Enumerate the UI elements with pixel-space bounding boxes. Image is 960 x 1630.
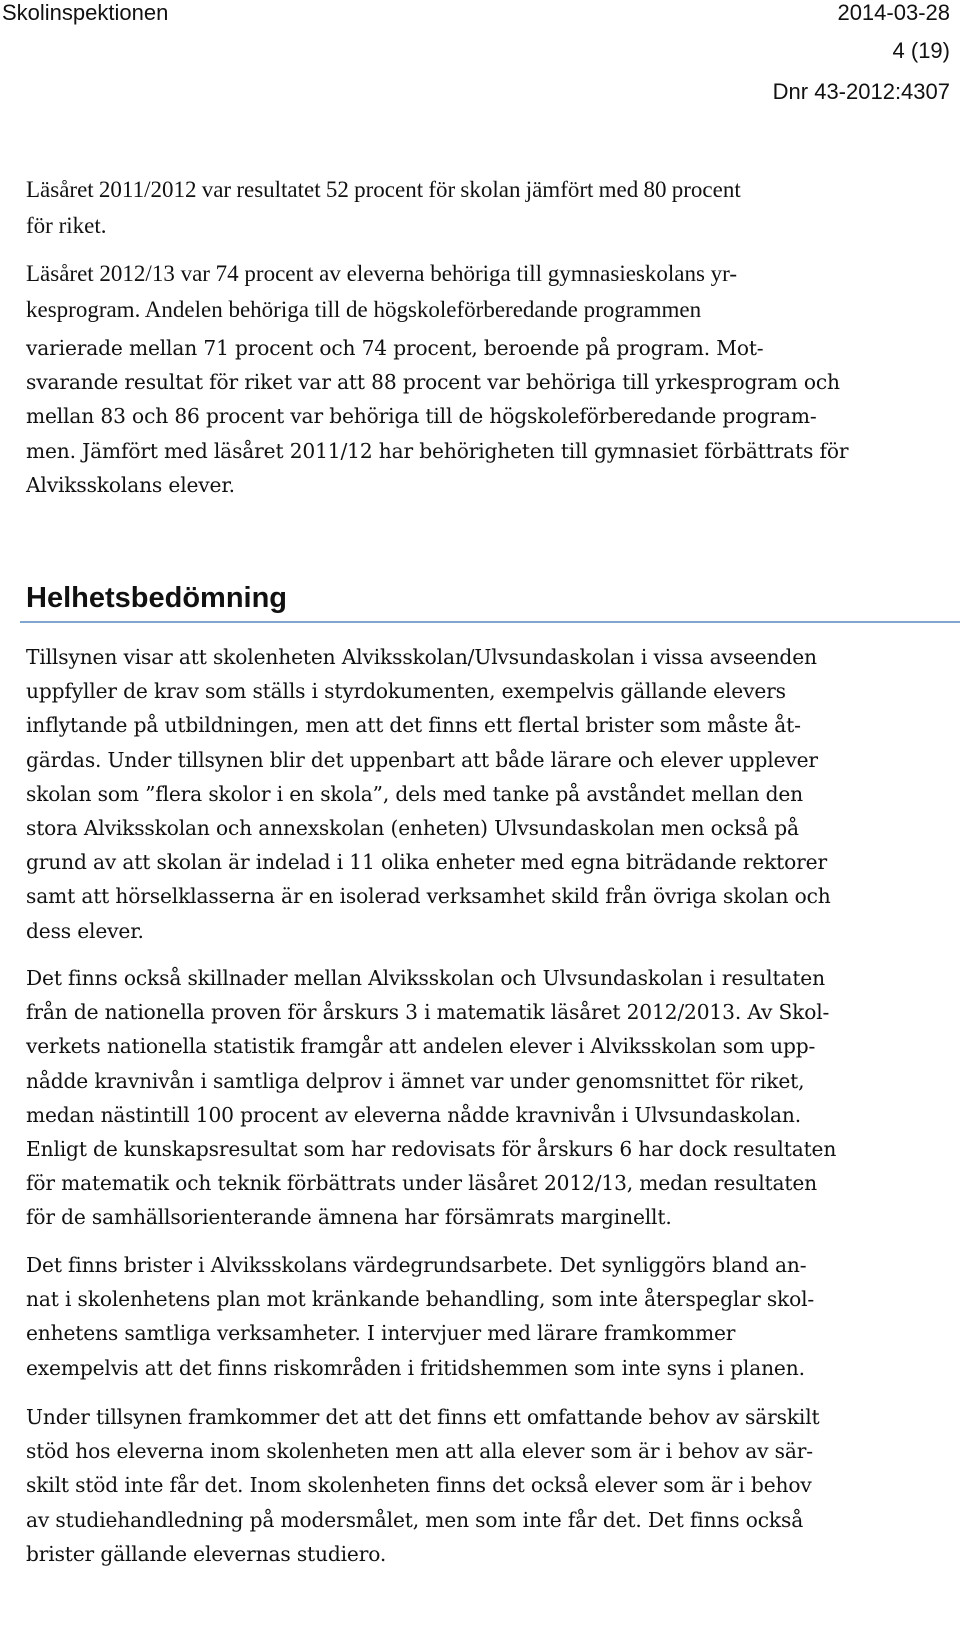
text-line: medan nästintill 100 procent av eleverna nådde kravnivån i Ulvsundaskolan.	[26, 1102, 801, 1127]
text-line: enhetens samtliga verksamheter. I intervjuer med lärare framkommer	[26, 1321, 736, 1346]
document-date: 2014-03-28	[837, 0, 950, 25]
text-line: skilt stöd inte får det. Inom skolenheten finns det också elever som är i behov	[26, 1473, 812, 1498]
text-line: inflytande på utbildningen, men att det finns ett flertal brister som måste åt-	[26, 713, 801, 738]
text-line: Under tillsynen framkommer det att det finns ett omfattande behov av särskilt	[26, 1405, 820, 1429]
page-header	[0, 0, 960, 110]
paragraph-result-2011	[26, 172, 926, 244]
text-line: Läsåret 2012/13 var 74 procent av eleverna behöriga till gymnasieskolans yr-	[26, 261, 738, 286]
paragraph-overall-assessment	[26, 640, 926, 948]
text-line: för riket.	[26, 213, 107, 238]
text-line: nådde kravnivån i samtliga delprov i ämnet var under genomsnittet för riket,	[26, 1068, 805, 1093]
paragraph	[26, 640, 926, 948]
paragraph	[26, 172, 926, 244]
text-line: nat i skolenhetens plan mot kränkande behandling, som inte återspeglar skol-	[26, 1287, 815, 1312]
paragraph	[26, 1400, 926, 1571]
text-line: men. Jämfört med läsåret 2011/12 har behörigheten till gymnasiet förbättrats för	[26, 438, 849, 463]
page-number: 4 (19)	[892, 38, 950, 63]
text-line: varierade mellan 71 procent och 74 procent, beroende på program. Mot-	[26, 336, 764, 360]
organization-name: Skolinspektionen	[2, 0, 169, 25]
paragraph-body-part	[26, 331, 926, 502]
text-line: grund av att skolan är indelad i 11 olika enheter med egna biträdande rektorer	[26, 850, 827, 875]
paragraph-result-2012	[26, 256, 926, 502]
text-line: Tillsynen visar att skolenheten Alviksskolan/Ulvsundaskolan i vissa avseenden	[26, 645, 817, 669]
text-line: gärdas. Under tillsynen blir det uppenbart att både lärare och elever upplever	[26, 747, 818, 772]
text-line: verkets nationella statistik framgår att andelen elever i Alviksskolan som upp-	[26, 1034, 816, 1059]
text-line: dess elever.	[26, 918, 144, 943]
section-heading-container	[26, 582, 926, 615]
text-line: skolan som ”flera skolor i en skola”, dels med tanke på avståndet mellan den	[26, 781, 804, 806]
text-line: av studiehandledning på modersmålet, men som inte får det. Det finns också	[26, 1507, 804, 1532]
text-line: Det finns brister i Alviksskolans värdegrundsarbete. Det synliggörs bland an-	[26, 1253, 807, 1277]
paragraph-serif-part	[26, 256, 926, 328]
text-line: Läsåret 2011/2012 var resultatet 52 procent för skolan jämfört med 80 procent	[26, 177, 741, 202]
heading-divider	[20, 621, 960, 623]
text-line: kesprogram. Andelen behöriga till de högskoleförberedande programmen	[26, 297, 702, 322]
paragraph-special-support	[26, 1400, 926, 1571]
text-line: exempelvis att det finns riskområden i fritidshemmen som inte syns i planen.	[26, 1355, 805, 1380]
text-line: stöd hos eleverna inom skolenheten men att alla elever som är i behov av sär-	[26, 1439, 813, 1464]
section-heading: Helhetsbedömning	[26, 582, 288, 614]
text-line: från de nationella proven för årskurs 3 i matematik läsåret 2012/2013. Av Skol-	[26, 1000, 830, 1025]
text-line: Alviksskolans elever.	[26, 472, 235, 497]
text-line: brister gällande elevernas studiero.	[26, 1541, 387, 1566]
text-line: för de samhällsorienterande ämnena har försämrats marginellt.	[26, 1205, 672, 1230]
text-line: för matematik och teknik förbättrats under läsåret 2012/13, medan resultaten	[26, 1171, 817, 1196]
text-line: Enligt de kunskapsresultat som har redovisats för årskurs 6 har dock resultaten	[26, 1137, 837, 1162]
registration-number: Dnr 43-2012:4307	[772, 79, 950, 104]
text-line: samt att hörselklasserna är en isolerad verksamhet skild från övriga skolan och	[26, 884, 831, 909]
paragraph-national-tests	[26, 961, 926, 1235]
text-line: Det finns också skillnader mellan Alviksskolan och Ulvsundaskolan i resultaten	[26, 966, 825, 990]
text-line: stora Alviksskolan och annexskolan (enheten) Ulvsundaskolan men också på	[26, 816, 799, 841]
text-line: mellan 83 och 86 procent var behöriga till de högskoleförberedande program-	[26, 404, 817, 429]
paragraph-value-base	[26, 1248, 926, 1385]
paragraph	[26, 1248, 926, 1385]
text-line: uppfyller de krav som ställs i styrdokumenten, exempelvis gällande elevers	[26, 679, 786, 704]
text-line: svarande resultat för riket var att 88 procent var behöriga till yrkesprogram och	[26, 370, 840, 395]
paragraph	[26, 961, 926, 1235]
